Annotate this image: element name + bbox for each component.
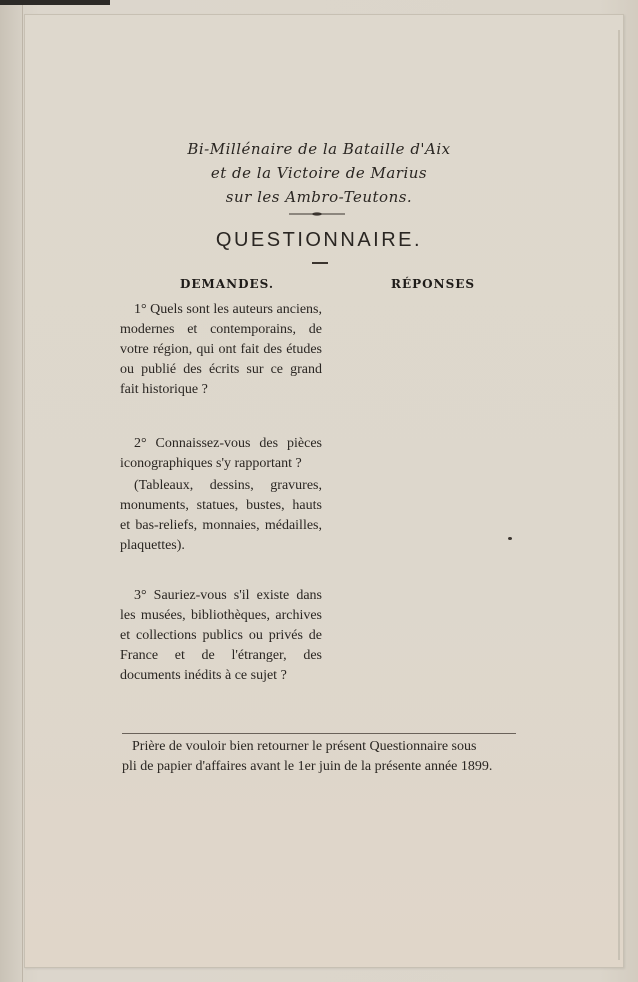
question-2-note: (Tableaux, dessins, gravures, monuments, statues, bustes, hauts et bas-reliefs, monnaies, médailles, plaquettes). [120,478,322,553]
question-2 [120,434,322,556]
title-rule [312,262,328,264]
header-line-1: Bi-Millénaire de la Bataille d'Aix [187,140,451,158]
scan-edge-mark [0,0,110,5]
column-heading-reponses: RÉPONSES [391,277,476,291]
ink-speck [508,537,512,540]
question-3-text: 3° Sauriez-vous s'il existe dans les musées, bibliothèques, archives et collections publics ou privés de France et de l'étranger, des documents inédits à ce sujet ? [120,588,322,683]
question-2-text: 2° Connaissez-vous des pièces iconographiques s'y rapportant ? [120,436,322,471]
ornament-rule [289,212,345,216]
column-heading-demandes: DEMANDES. [180,277,275,291]
header-line-2: et de la Victoire de Marius [210,164,428,182]
page-title: QUESTIONNAIRE. [215,229,423,251]
question-1-text: 1° Quels sont les auteurs anciens, modernes et contemporains, de votre région, qui ont fait des études ou publié des écrits sur ce grand fait historique ? [120,302,322,397]
question-1 [120,300,322,400]
footer-line-2: pli de papier d'affaires avant le 1er juin de la présente année 1899. [122,759,493,774]
header-line-3: sur les Ambro-Teutons. [225,188,413,206]
question-3 [120,586,322,686]
footer-line-1: Prière de vouloir bien retourner le présent Questionnaire sous [132,739,477,754]
footer-note [122,737,524,777]
footer-rule [122,733,516,734]
